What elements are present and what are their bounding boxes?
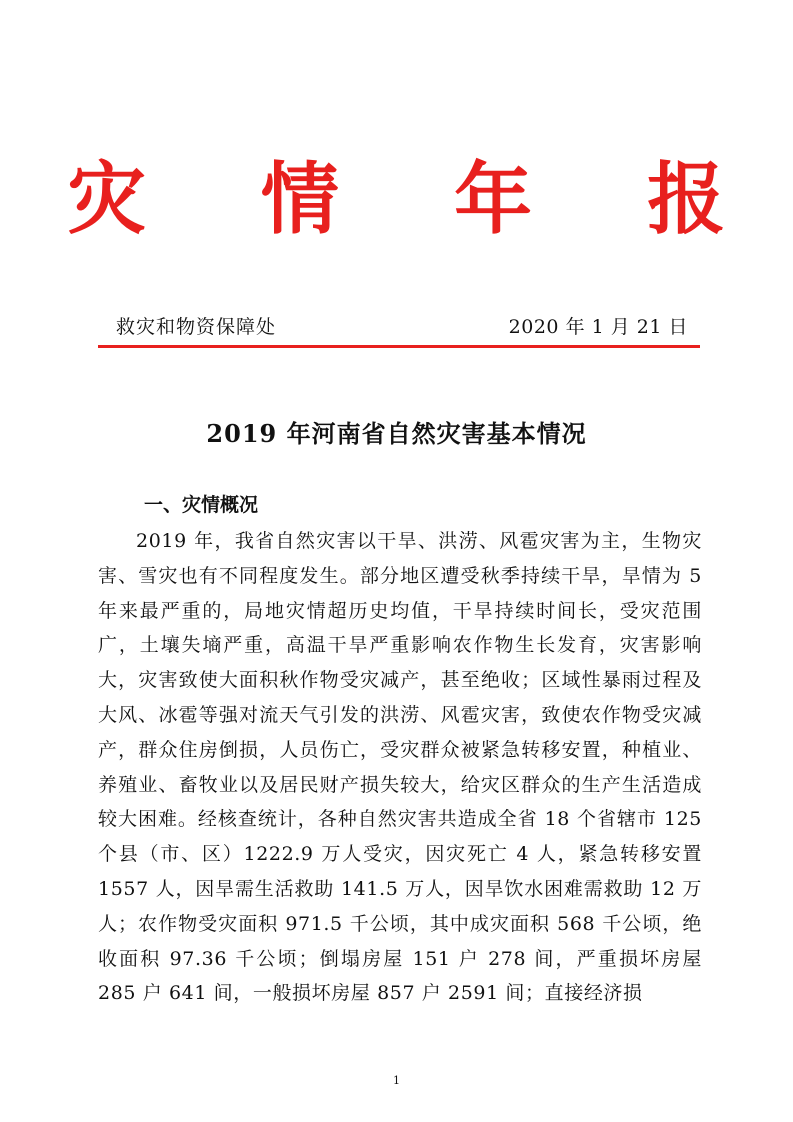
issuer-name: 救灾和物资保障处 [116,316,277,338]
header-divider [98,345,700,348]
section-heading: 一、灾情概况 [144,494,259,516]
document-title: 2019 年河南省自然灾害基本情况 [206,419,587,448]
issuer-row [116,314,688,340]
body-paragraph: 2019 年，我省自然灾害以干旱、洪涝、风雹灾害为主，生物灾害、雪灾也有不同程度发生。部分地区遭受秋季持续干旱，旱情为 5 年来最严重的，局地灾情超历史均值，干旱持续时间长，受灾范围广，土壤失墒严重，高温干旱严重影响农作物生长发育，灾害影响大，灾害致使大面积秋作物受灾减产，甚至绝收；区域性暴雨过程及大风、冰雹等强对流天气引发的洪涝、风雹灾害，致使农作物受灾减产，群众住房倒损，人员伤亡，受灾群众被紧急转移安置，种植业、养殖业、畜牧业以及居民财产损失较大，给灾区群众的生产生活造成较大困难。经核查统计，各种自然灾害共造成全省 18 个省辖市 125 个县（市、区）1222.9 万人受灾，因灾死亡 4 人，紧急转移安置 1557 人，因旱需生活救助 141.5 万人，因旱饮水困难需救助 12 万人；农作物受灾面积 971.5 千公顷，其中成灾面积 568 千公顷，绝收面积 97.36 千公顷；倒塌房屋 151 户 278 间，严重损坏房屋 285 户 641 间，一般损坏房屋 857 户 2591 间；直接经济损 [98,530,702,1005]
page-number: 1 [393,1074,400,1087]
issue-date: 2020 年 1 月 21 日 [508,316,688,338]
masthead-title: 灾 情 年 报 [67,154,770,245]
